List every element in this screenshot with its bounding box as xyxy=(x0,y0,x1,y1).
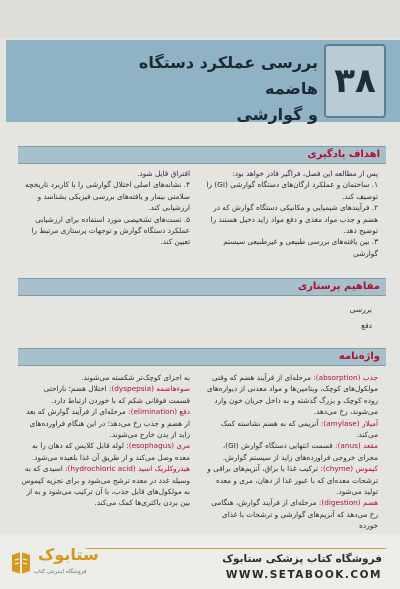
glossary-definition: قسمت انتهایی دستگاه گوارش (GI)، مجرای خروجی فراورده‌های زاید از سیستم گوارش. xyxy=(222,441,378,462)
glossary-term: سوءهاضمه (dyspepsia): xyxy=(108,384,190,394)
objective-line: ۴. نشانه‌های اصلی اختلال گوارشی را با کاربرد تاریخچه سلامتی بیمار و یافته‌های بررسی فیزیکی بشناسد و ارزشیابی کند. xyxy=(25,180,190,213)
footer-divider xyxy=(86,548,386,549)
objective-line: افتراق قایل شود. xyxy=(137,169,190,178)
glossary-term: مقعد (anus): xyxy=(335,441,378,451)
glossary-entry xyxy=(20,440,190,463)
book-logo-icon xyxy=(10,551,32,575)
glossary-entry xyxy=(202,440,378,463)
nursing-concepts-header xyxy=(18,278,386,296)
glossary-right-column xyxy=(202,372,378,532)
objectives-right-column xyxy=(202,168,378,259)
chapter-title xyxy=(88,50,318,128)
nursing-concept-item: دفع xyxy=(361,321,372,330)
objective-line: ۱. ساختمان و عملکرد ارگان‌های دستگاه گوارشی (GI) را توصیف کند. xyxy=(206,180,378,201)
glossary-entry xyxy=(202,497,378,531)
glossary-term: هضم (digestion): xyxy=(318,498,378,508)
page-top-margin xyxy=(0,0,400,38)
glossary-left-column xyxy=(20,372,190,509)
glossary-definition: مرحله‌ای از فرآیند هضم که وقتی مولکول‌های کوچک، ویتامین‌ها و مواد معدنی از دیواره‌های روده کوچک و بزرگ گذشته و به داخل جریان خون وارد می‌شوند، رخ می‌دهد. xyxy=(207,373,378,417)
glossary-entry xyxy=(20,383,190,406)
objective-line: پس از مطالعه این فصل، فراگیر قادر خواهد بود: xyxy=(232,169,378,178)
glossary-entry xyxy=(202,463,378,497)
glossary-definition: آنزیمی که به هضم نشاسته کمک می‌کند. xyxy=(220,418,378,440)
glossary-heading: واژه‌نامه xyxy=(338,351,380,362)
objective-line: ۵. تست‌های تشخیصی مورد استفاده برای ارزشیابی عملکرد دستگاه گوارش و توجهات پرستاری مرتبط را تعیین کند. xyxy=(31,214,190,247)
glossary-entry xyxy=(202,372,378,418)
glossary-entry xyxy=(20,406,190,440)
glossary-term: کیموس (chyme): xyxy=(320,464,378,474)
objective-line: ۲. فرآیندهای شیمیایی و مکانیکی دستگاه گوارش که در هضم و جذب مواد مغذی و دفع مواد زاید دخیل هستند را توضیح دهد. xyxy=(210,203,378,236)
objective-line: ۳. بین یافته‌های بررسی طبیعی و غیرطبیعی سیستم گوارشی xyxy=(223,237,378,258)
nursing-concepts-heading: مفاهیم پرستاری xyxy=(297,281,380,292)
objectives-left-column xyxy=(20,168,190,248)
glossary-definition: اسیدی که به وسیله غدد در معده ترشح می‌شود و برای تجزیه کیموس به مولکول‌های قابل جذب، با آن ترکیب می‌شود و به از بین بردن باکتری‌ها کمک می‌کند. xyxy=(21,464,190,508)
setabook-logo[interactable] xyxy=(10,545,99,585)
logo-wordmark: ستابوک xyxy=(38,545,99,564)
glossary-term: آمیلاز (amylase): xyxy=(320,418,378,428)
glossary-definition: مرحله‌ای از فرآیند گوارش که بعد از هضم و جذب رخ می‌دهد؛ در این هنگام فراورده‌های زاید از بدن خارج می‌شوند. xyxy=(26,407,190,440)
store-url[interactable]: WWW.SETABOOK.COM xyxy=(225,569,382,581)
logo-tagline: فروشگاه اینترنتی کتاب xyxy=(34,569,87,575)
objectives-heading: اهداف یادگیری xyxy=(307,149,380,160)
glossary-definition: اختلال هضم؛ ناراحتی قسمت فوقانی شکم که با خوردن ارتباط دارد. xyxy=(43,384,190,405)
glossary-definition: ترکیب غذا با بزاق، آنزیم‌های براقی و ترشحات معده‌ای که با عبور غذا از دهان، مری و معده تولید می‌شود. xyxy=(207,464,378,497)
glossary-term: مری (esophagus): xyxy=(126,441,190,451)
glossary-term: دفع (elimination): xyxy=(128,407,190,417)
chapter-title-line2: و گوارشی xyxy=(236,105,318,124)
glossary-header xyxy=(18,348,386,366)
glossary-definition: به اجزای کوچک‌تر شکسته می‌شوند. xyxy=(81,373,190,382)
glossary-term: جذب (absorption): xyxy=(313,373,378,382)
glossary-definition: لوله قابل کلاپس که دهان را به معده وصل می‌کند و از طریق آن غذا بلعیده می‌شود. xyxy=(31,441,190,462)
glossary-definition: مرحله‌ای از فرآیند گوارش، هنگامی رخ می‌دهد که آنزیم‌های گوارشی و ترشحات با غذای خورده xyxy=(211,498,378,531)
chapter-title-line1: بررسی عملکرد دستگاه هاضمه xyxy=(138,53,318,98)
chapter-number: ۳۸ xyxy=(324,44,386,118)
glossary-entry xyxy=(20,463,190,509)
objectives-header xyxy=(18,146,386,164)
glossary-entry xyxy=(20,372,190,383)
glossary-term: هیدروکلریک اسید (hydrochloric acid): xyxy=(65,464,190,474)
glossary-entry xyxy=(202,418,378,441)
nursing-concept-item: بررسی xyxy=(349,305,372,314)
store-name: فروشگاه کتاب پزشکی ستابوک xyxy=(222,553,382,565)
